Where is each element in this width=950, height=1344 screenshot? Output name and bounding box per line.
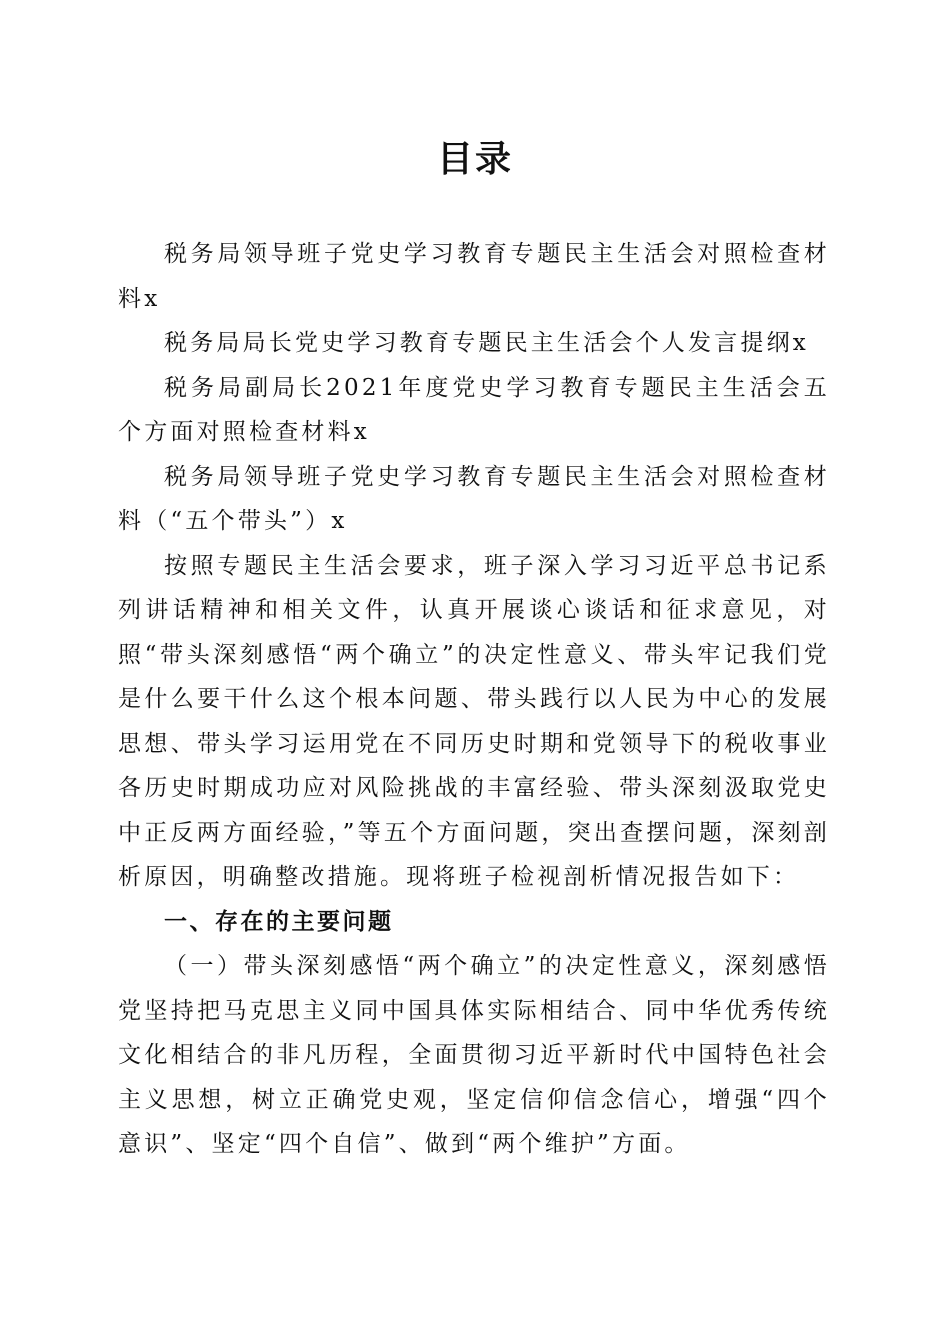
page-title: 目录 xyxy=(436,139,513,180)
toc-entry-3[interactable]: 税务局副局长2021年度党史学习教育专题民主生活会五个方面对照检查材料x xyxy=(118,374,830,445)
document-body xyxy=(118,232,830,1167)
section-heading: 一、存在的主要问题 xyxy=(164,908,394,935)
intro-paragraph: 按照专题民主生活会要求，班子深入学习习近平总书记系列讲话精神和相关文件，认真开展谈心谈话和征求意见，对照“带头深刻感悟“两个确立”的决定性意义、带头牢记我们党是什么要干什么这个根本问题、带头践行以人民为中心的发展思想、带头学习运用党在不同历史时期和党领导下的税收事业各历史时期成功应对风险挑战的丰富经验、带头深刻汲取党史中正反两方面经验，”等五个方面问题，突出查摆问题，深刻剖析原因，明确整改措施。现将班子检视剖析情况报告如下： xyxy=(118,552,830,890)
toc-entry-2[interactable]: 税务局局长党史学习教育专题民主生活会个人发言提纲x xyxy=(164,330,809,356)
toc-entry-1[interactable]: 税务局领导班子党史学习教育专题民主生活会对照检查材料x xyxy=(118,241,830,312)
toc-entry-4[interactable]: 税务局领导班子党史学习教育专题民主生活会对照检查材料（“五个带头”）x xyxy=(118,463,830,534)
subsection-paragraph: （一）带头深刻感悟“两个确立”的决定性意义，深刻感悟党坚持把马克思主义同中国具体实际相结合、同中华优秀传统文化相结合的非凡历程，全面贯彻习近平新时代中国特色社会主义思想，树立正确党史观，坚定信仰信念信心，增强“四个意识”、坚定“四个自信”、做到“两个维护”方面。 xyxy=(118,953,830,1157)
